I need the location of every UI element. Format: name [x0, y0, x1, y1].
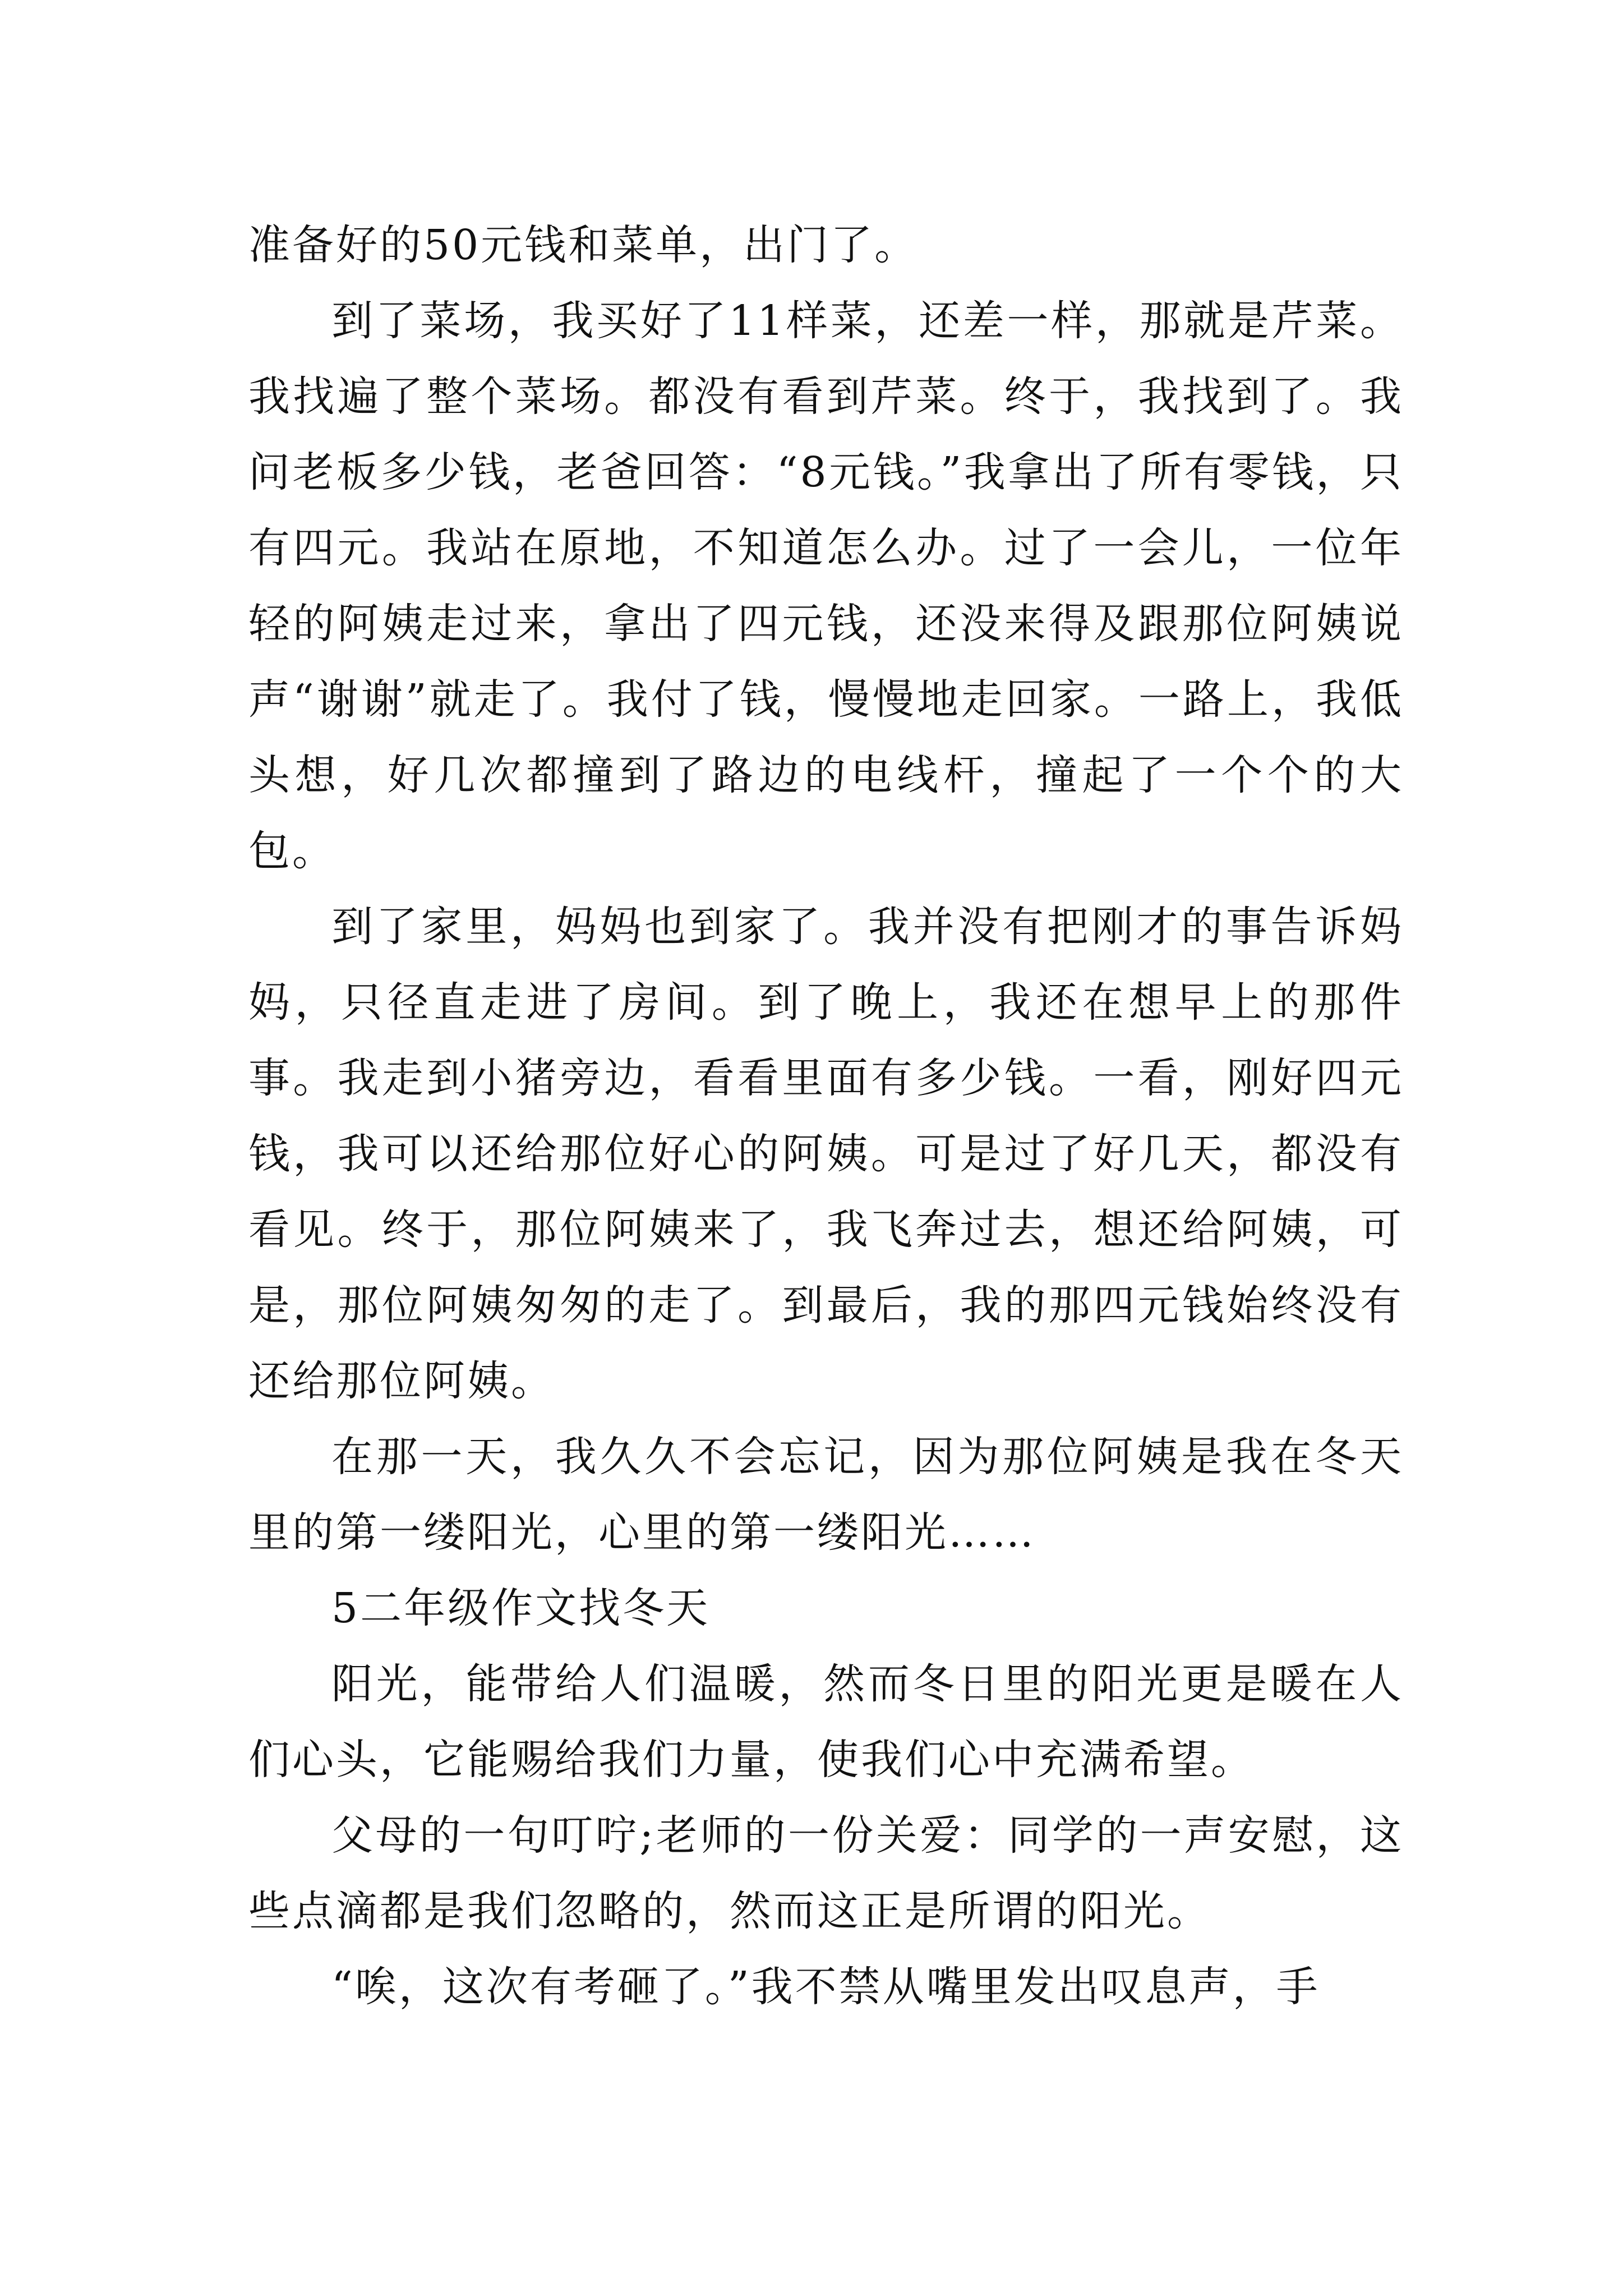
paragraph-1: 准备好的50元钱和菜单，出门了。	[248, 221, 919, 269]
paragraph-7: “唉，这次有考砸了。”我不禁从嘴里发出叹息声，手	[331, 1963, 1320, 2011]
paragraph-3: 到了家里，妈妈也到家了。我并没有把刚才的事告诉妈妈，只径直走进了房间。到了晚上，我还在想早上的那件事。我走到小猪旁边，看看里面有多少钱。一看，刚好四元钱，我可以还给那位好心的阿姨。可是过了好几天，都没有看见。终于，那位阿姨来了，我飞奔过去，想还给阿姨，可是，那位阿姨匆匆的走了。到最后，我的那四元钱始终没有还给那位阿姨。	[248, 903, 1404, 1405]
paragraph-5: 阳光，能带给人们温暖，然而冬日里的阳光更是暖在人们心头，它能赐给我们力量，使我们心中充满希望。	[248, 1660, 1404, 1784]
paragraph-6: 父母的一句叮咛;老师的一份关爱：同学的一声安慰，这些点滴都是我们忽略的，然而这正是所谓的阳光。	[248, 1811, 1404, 1935]
paragraph-4: 在那一天，我久久不会忘记，因为那位阿姨是我在冬天里的第一缕阳光，心里的第一缕阳光……	[248, 1433, 1404, 1557]
document-body	[248, 208, 1404, 2025]
section-heading: 5二年级作文找冬天	[331, 1584, 711, 1632]
paragraph-2: 到了菜场，我买好了11样菜，还差一样，那就是芹菜。我找遍了整个菜场。都没有看到芹菜。终于，我找到了。我问老板多少钱，老爸回答：“8元钱。”我拿出了所有零钱，只有四元。我站在原地，不知道怎么办。过了一会儿，一位年轻的阿姨走过来，拿出了四元钱，还没来得及跟那位阿姨说声“谢谢”就走了。我付了钱，慢慢地走回家。一路上，我低头想，好几次都撞到了路边的电线杆，撞起了一个个的大包。	[248, 297, 1404, 875]
